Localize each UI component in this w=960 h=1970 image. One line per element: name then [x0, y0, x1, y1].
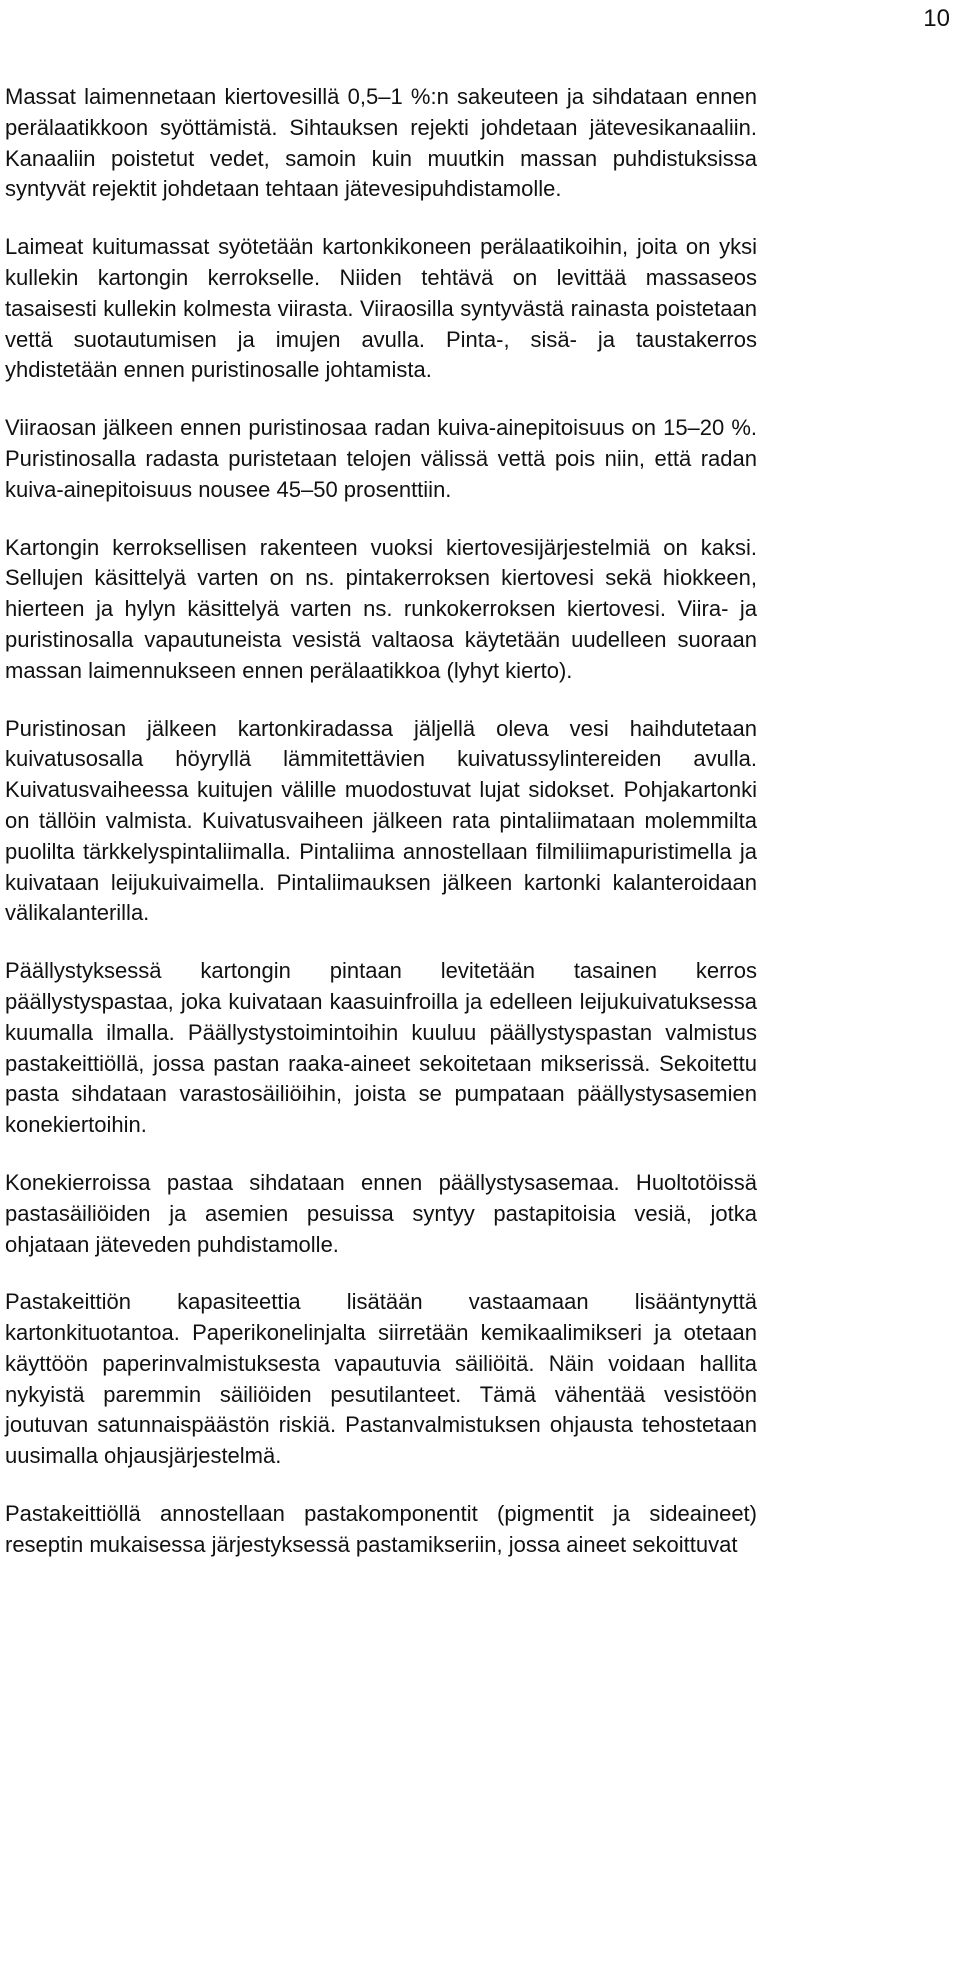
document-body: [5, 82, 757, 1561]
page-number: 10: [923, 5, 950, 32]
paragraph-machine-circulation: Konekierroissa pastaa sihdataan ennen päällystysasemaa. Huoltotöissä pastasäiliöiden ja asemien pesuissa syntyy pastapitoisia vesiä, jotka ohjataan jäteveden puhdistamolle.: [5, 1169, 757, 1257]
paragraph-circulation-water: Kartongin kerroksellisen rakenteen vuoksi kiertovesijärjestelmiä on kaksi. Sellujen käsittelyä varten on ns. pintakerroksen kiertovesi sekä hiokkeen, hierteen ja hylyn käsittelyä varten ns. runkokerroksen kiertovesi. Viira- ja puristinosalla vapautuneista vesistä valtaosa käytetään uudelleen suoraan massan laimennukseen ennen perälaatikkoa (lyhyt kierto).: [5, 534, 757, 683]
paragraph-coating: Päällystyksessä kartongin pintaan levitetään tasainen kerros päällystyspastaa, joka kuivataan kaasuinfroilla ja edelleen leijukuivatuksessa kuumalla ilmalla. Päällystystoimintoihin kuuluu päällystyspastan valmistus pastakeittiöllä, jossa pastan raaka-aineet sekoitetaan mikserissä. Sekoitettu pasta sihdataan varastosäiliöihin, joista se pumpataan päällystysasemien konekiertoihin.: [5, 958, 757, 1138]
paragraph-press-section: Viiraosan jälkeen ennen puristinosaa radan kuiva-ainepitoisuus on 15–20 %. Puristinosalla radasta puristetaan telojen välissä vettä pois niin, että radan kuiva-ainepitoisuus nousee 45–50 prosenttiin.: [5, 415, 757, 502]
paragraph-pulp-dilution: Massat laimennetaan kiertovesillä 0,5–1 %:n sakeuteen ja sihdataan ennen perälaatikkoon syöttämistä. Sihtauksen rejekti johdetaan jätevesikanaaliin. Kanaaliin poistetut vedet, samoin kuin muutkin massan puhdistuksissa syntyvät rejektit johdetaan tehtaan jätevesipuhdistamolle.: [5, 84, 757, 202]
paragraph-coating-kitchen-capacity: Pastakeittiön kapasiteettia lisätään vastaamaan lisääntynyttä kartonkituotantoa. Paperikonelinjalta siirretään kemikaalimikseri ja otetaan käyttöön paperinvalmistuksesta vapautuvia säiliöitä. Näin voidaan hallita nykyistä paremmin säiliöiden pesutilanteet. Tämä vähentää vesistöön joutuvan satunnaispäästön riskiä. Pastanvalmistuksen ohjausta tehostetaan uusimalla ohjausjärjestelmä.: [5, 1289, 757, 1469]
paragraph-drying-section: Puristinosan jälkeen kartonkiradassa jäljellä oleva vesi haihdutetaan kuivatusosalla höyryllä lämmitettävien kuivatussylintereiden avulla. Kuivatusvaiheessa kuitujen välille muodostuvat lujat sidokset. Pohjakartonki on tällöin valmista. Kuivatusvaiheen jälkeen rata pintaliimataan molemmilta puolilta tärkkelyspintaliimalla. Pintaliima annostellaan filmiliimapuristimella ja kuivataan leijukuivaimella. Pintaliimauksen jälkeen kartonki kalanteroidaan välikalanterilla.: [5, 715, 757, 926]
paragraph-headboxes: Laimeat kuitumassat syötetään kartonkikoneen perälaatikoihin, joita on yksi kullekin kartongin kerrokselle. Niiden tehtävä on levittää massaseos tasaisesti kullekin kolmesta viirasta. Viiraosilla syntyvästä rainasta poistetaan vettä suotautumisen ja imujen avulla. Pinta-, sisä- ja taustakerros yhdistetään ennen puristinosalle johtamista.: [5, 234, 757, 383]
paragraph-coating-kitchen-dosing: Pastakeittiöllä annostellaan pastakomponentit (pigmentit ja sideaineet) reseptin mukaisessa järjestyksessä pastamikseriin, jossa aineet sekoittuvat: [5, 1501, 757, 1557]
